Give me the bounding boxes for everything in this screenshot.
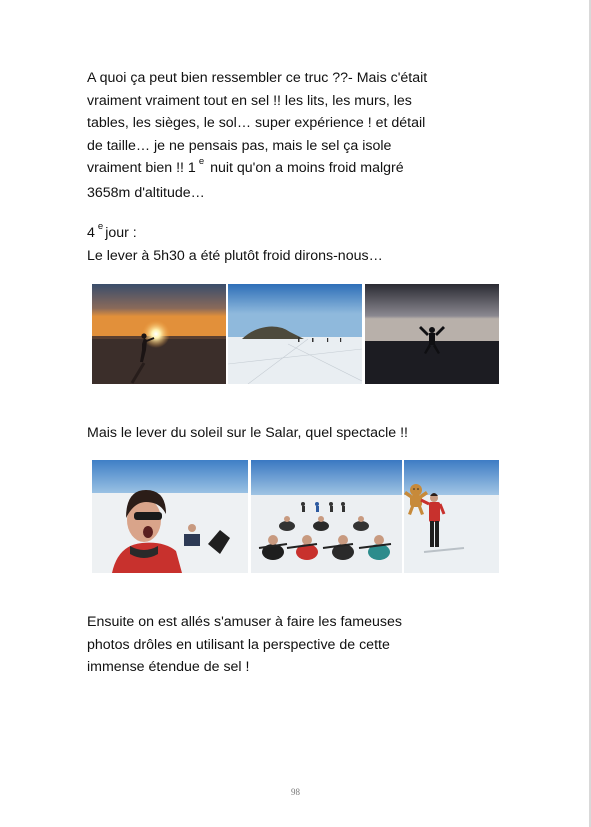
outro-line-1: Ensuite on est allés s'amuser à faire les fameuses [87, 614, 402, 630]
sunrise-sentence: Mais le lever du soleil sur le Salar, quel spectacle !! [87, 425, 408, 441]
intro-paragraph [87, 67, 504, 205]
intro-line-6: 3658m d'altitude… [87, 184, 205, 201]
day-heading [87, 222, 504, 247]
day-sentence: Le lever à 5h30 a été plutôt froid dirons-nous… [87, 248, 383, 264]
intro-line-2: vraiment vraiment tout en sel !! les lits, les murs, les [87, 92, 412, 109]
intro-line-5 [87, 157, 504, 182]
photo-group-formation [251, 460, 402, 573]
intro-line-1: A quoi ça peut bien ressembler ce truc ??- Mais c'était [87, 70, 428, 86]
photo-jumping-silhouette [365, 284, 499, 384]
photo-woman-shouting [92, 460, 248, 573]
intro-line-3: tables, les sièges, le sol… super expérience ! et détail [87, 115, 426, 132]
intro-line-5-start: vraiment bien !! 1 [87, 160, 196, 177]
page-number: 98 [291, 787, 300, 797]
intro-line-4: de taille… je ne pensais pas, mais le sel ça isole [87, 137, 392, 154]
outro-line-2: photos drôles en utilisant la perspective de cette [87, 636, 390, 653]
outro-paragraph [87, 611, 504, 679]
photo-sunrise-silhouette [92, 284, 226, 384]
day-number: 4 [87, 225, 95, 241]
ordinal-superscript: e [198, 156, 205, 168]
day-superscript: e [97, 221, 104, 232]
photo-island-salt-flat [228, 284, 362, 384]
outro-line-3: immense étendue de sel ! [87, 659, 250, 676]
day-label: jour : [105, 225, 137, 241]
intro-line-5-end: nuit qu'on a moins froid malgré [210, 160, 404, 177]
photo-gingerbread-perspective [404, 460, 499, 573]
